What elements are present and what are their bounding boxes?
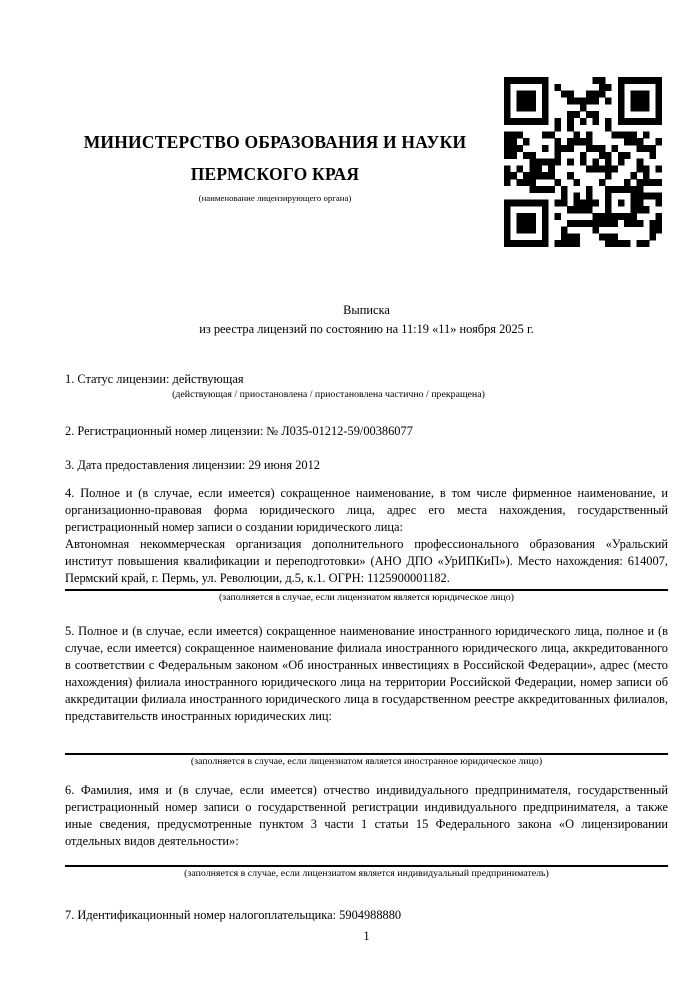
item-legal-entity-heading: 4. Полное и (в случае, если имеется) сокращенное наименование, в том числе фирменное наименование, и организационно-правовая форма юридического лица, адрес его места нахождения, государственный регистрационный номер записи о создании юридического лица:	[65, 486, 668, 534]
item-foreign-entity-note: (заполняется в случае, если лицензиатом является иностранное юридическое лицо)	[190, 756, 543, 767]
item-individual-entrepreneur-note: (заполняется в случае, если лицензиатом является индивидуальный предприниматель)	[184, 868, 549, 879]
item-registration-number: 2. Регистрационный номер лицензии: № Л035-01212-59/00386077	[65, 424, 413, 438]
ministry-name-line1: МИНИСТЕРСТВО ОБРАЗОВАНИЯ И НАУКИ	[83, 132, 467, 152]
ministry-caption: (наименование лицензирующего органа)	[198, 193, 352, 203]
item-license-date: 3. Дата предоставления лицензии: 29 июня 2012	[65, 458, 321, 472]
document-body	[65, 301, 668, 924]
qr-code	[504, 77, 662, 247]
page-number: 1	[363, 929, 370, 943]
item-legal-entity-note: (заполняется в случае, если лицензиатом является юридическое лицо)	[219, 592, 514, 603]
licensing-authority-header	[65, 126, 485, 204]
document-title	[65, 301, 668, 338]
item-individual-entrepreneur-heading: 6. Фамилия, имя и (в случае, если имеется) отчество индивидуального предпринимателя, государственный регистрационный номер записи о государственной регистрации индивидуального предпринимателя, а также иные сведения, предусмотренные пунктом 3 части 1 статьи 15 Федерального закона «О лицензировании отдельных видов деятельности»:	[65, 783, 668, 848]
item-legal-entity-value: Автономная некоммерческая организация дополнительного профессионального образования «Уральский институт повышения квалификации и переподготовки» (АНО ДПО «УрИПКиП»). Место нахождения: 614007, Пермский край, г. Пермь, ул. Революции, д.5, к.1. ОГРН: 1125900001182.	[65, 537, 668, 585]
document-title-line1: Выписка	[343, 303, 390, 317]
item-foreign-entity-heading: 5. Полное и (в случае, если имеется) сокращенное наименование иностранного юридического лица, полное и (в случае, если имеется) сокращенное наименование филиала иностранного юридического лица, аккредитованного в соответствии с Федеральным законом «Об иностранных инвестициях в Российской Федерации», адрес (место нахождения) филиала иностранного юридического лица на территории Российской Федерации, номер записи об аккредитации филиала иностранного юридического лица в государственном реестре аккредитованных филиалов, представительств иностранных юридических лиц:	[65, 624, 668, 723]
item-license-status: 1. Статус лицензии: действующая	[65, 372, 244, 386]
document-title-line2: из реестра лицензий по состоянию на 11:19 «11» ноября 2025 г.	[199, 321, 534, 336]
ministry-name-line2: ПЕРМСКОГО КРАЯ	[190, 164, 360, 184]
item-license-status-note: (действующая / приостановлена / приостановлена частично / прекращена)	[172, 389, 485, 400]
item-taxpayer-id: 7. Идентификационный номер налогоплательщика: 5904988880	[65, 908, 402, 922]
